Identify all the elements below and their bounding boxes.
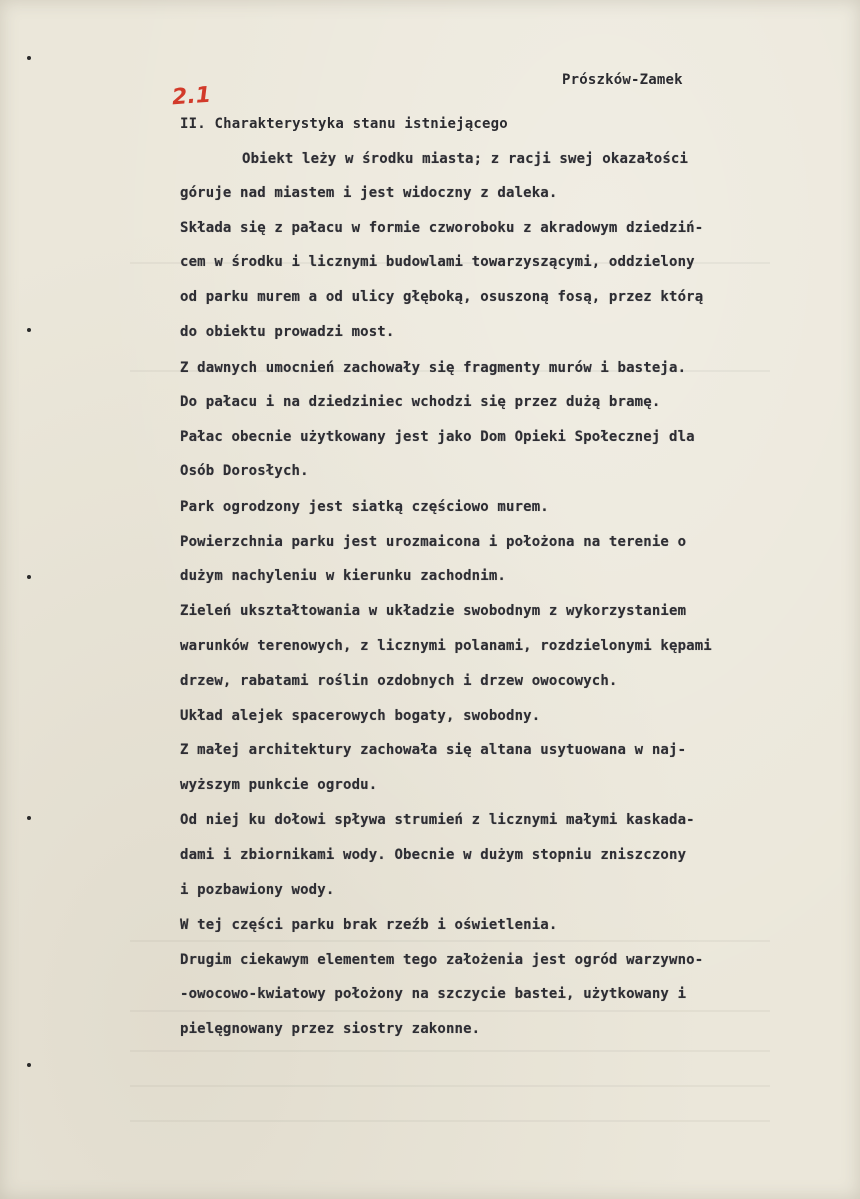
text-line: wyższym punkcie ogrodu.: [180, 777, 378, 793]
bleed-through-line: [130, 940, 770, 942]
text-line: Pałac obecnie użytkowany jest jako Dom Opieki Społecznej dla: [180, 429, 695, 445]
text-line: cem w środku i licznymi budowlami towarzyszącymi, oddzielony: [180, 254, 695, 270]
text-line: Zieleń ukształtowania w układzie swobodnym z wykorzystaniem: [180, 603, 687, 619]
text-line: Z dawnych umocnień zachowały się fragmenty murów i basteja.: [180, 360, 687, 376]
text-line: -owocowo-kwiatowy położony na szczycie bastei, użytkowany i: [180, 986, 687, 1002]
text-line: drzew, rabatami roślin ozdobnych i drzew owocowych.: [180, 673, 618, 689]
text-line: Park ogrodzony jest siatką częściowo murem.: [180, 499, 549, 515]
text-line: warunków terenowych, z licznymi polanami, rozdzielonymi kępami: [180, 638, 712, 654]
text-line: Od niej ku dołowi spływa strumień z licznymi małymi kaskada-: [180, 812, 695, 828]
bleed-through-line: [130, 1120, 770, 1122]
text-line: do obiektu prowadzi most.: [180, 324, 395, 340]
text-line: dami i zbiornikami wody. Obecnie w dużym stopniu zniszczony: [180, 847, 687, 863]
handwritten-page-mark: 2.1: [171, 82, 212, 111]
text-line: od parku murem a od ulicy głęboką, osuszoną fosą, przez którą: [180, 289, 704, 305]
text-line: Do pałacu i na dziedziniec wchodzi się przez dużą bramę.: [180, 394, 661, 410]
text-line: góruje nad miastem i jest widoczny z daleka.: [180, 185, 558, 201]
text-line: Z małej architektury zachowała się altana usytuowana w naj-: [180, 742, 687, 758]
punch-hole-mark: [27, 816, 31, 820]
text-line: Obiekt leży w środku miasta; z racji swej okazałości: [242, 151, 689, 167]
text-line: Składa się z pałacu w formie czworoboku z akradowym dziedziń-: [180, 220, 704, 236]
text-line: i pozbawiony wody.: [180, 882, 335, 898]
text-line: pielęgnowany przez siostry zakonne.: [180, 1021, 481, 1037]
bleed-through-line: [130, 1010, 770, 1012]
punch-hole-mark: [27, 1063, 31, 1067]
text-line: W tej części parku brak rzeźb i oświetlenia.: [180, 917, 558, 933]
bleed-through-line: [130, 1050, 770, 1052]
text-line: Układ alejek spacerowych bogaty, swobodny.: [180, 708, 541, 724]
punch-hole-mark: [27, 575, 31, 579]
section-heading: II. Charakterystyka stanu istniejącego: [180, 116, 508, 132]
text-line: Drugim ciekawym elementem tego założenia jest ogród warzywno-: [180, 952, 704, 968]
text-line: dużym nachyleniu w kierunku zachodnim.: [180, 568, 506, 584]
text-line: Osób Dorosłych.: [180, 463, 309, 479]
text-line: Powierzchnia parku jest urozmaicona i położona na terenie o: [180, 534, 687, 550]
punch-hole-mark: [27, 328, 31, 332]
punch-hole-mark: [27, 56, 31, 60]
bleed-through-line: [130, 1085, 770, 1087]
document-location-header: Prószków-Zamek: [562, 72, 683, 88]
